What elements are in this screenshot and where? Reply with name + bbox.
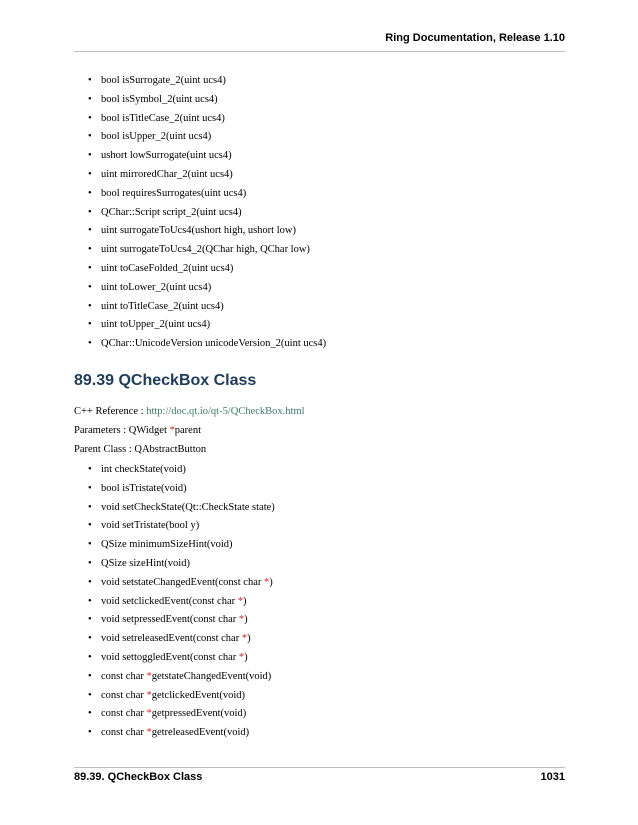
list-item: • void setTristate(bool y) bbox=[88, 517, 275, 536]
list-item: • void setreleasedEvent(const char *) bbox=[88, 630, 275, 649]
bullet: • bbox=[88, 168, 92, 180]
bullet: • bbox=[88, 501, 92, 513]
bullet: • bbox=[88, 633, 92, 645]
list-item: • const char *getpressedEvent(void) bbox=[88, 705, 275, 724]
bullet: • bbox=[88, 262, 92, 274]
list-item: • void setCheckState(Qt::CheckState state) bbox=[88, 499, 275, 518]
page-number: 1031 bbox=[540, 771, 565, 783]
bullet: • bbox=[88, 689, 92, 701]
bullet: • bbox=[88, 131, 92, 143]
list-item: • uint surrogateToUcs4(ushort high, ushort low) bbox=[88, 222, 326, 241]
list-item: • bool isSymbol_2(uint ucs4) bbox=[88, 91, 326, 110]
list-item: • bool isTitleCase_2(uint ucs4) bbox=[88, 110, 326, 129]
list-item: • QChar::UnicodeVersion unicodeVersion_2(uint ucs4) bbox=[88, 335, 326, 354]
list-item: • const char *getreleasedEvent(void) bbox=[88, 724, 275, 743]
section-heading: 89.39 QCheckBox Class bbox=[74, 372, 257, 389]
list-item: • QSize minimumSizeHint(void) bbox=[88, 536, 275, 555]
list-item: • void setstateChangedEvent(const char *) bbox=[88, 574, 275, 593]
list-item: • uint toUpper_2(uint ucs4) bbox=[88, 316, 326, 335]
cpp-reference-link[interactable]: http://doc.qt.io/qt-5/QCheckBox.html bbox=[146, 406, 305, 417]
bullet: • bbox=[88, 727, 92, 739]
list-item: • const char *getstateChangedEvent(void) bbox=[88, 668, 275, 687]
bullet: • bbox=[88, 319, 92, 331]
parameters: Parameters : QWidget *parent bbox=[74, 425, 202, 436]
bullet: • bbox=[88, 112, 92, 124]
bullet: • bbox=[88, 93, 92, 105]
list-item: • void settoggledEvent(const char *) bbox=[88, 649, 275, 668]
list-item: • QSize sizeHint(void) bbox=[88, 555, 275, 574]
bullet: • bbox=[88, 225, 92, 237]
running-header: Ring Documentation, Release 1.10 bbox=[385, 32, 565, 44]
footer-section: 89.39. QCheckBox Class bbox=[74, 771, 203, 783]
bullet: • bbox=[88, 576, 92, 588]
bullet: • bbox=[88, 464, 92, 475]
bullet: • bbox=[88, 187, 92, 199]
header-divider bbox=[74, 51, 565, 52]
method-list-qcheckbox bbox=[88, 461, 275, 743]
footer-divider bbox=[74, 767, 565, 768]
bullet: • bbox=[88, 708, 92, 720]
bullet: • bbox=[88, 539, 92, 551]
list-item: • uint toCaseFolded_2(uint ucs4) bbox=[88, 260, 326, 279]
bullet: • bbox=[88, 557, 92, 569]
cpp-reference bbox=[74, 406, 305, 417]
list-item: • bool isTristate(void) bbox=[88, 480, 275, 499]
list-item: • bool isSurrogate_2(uint ucs4) bbox=[88, 72, 326, 91]
bullet: • bbox=[88, 206, 92, 218]
list-item: • uint toLower_2(uint ucs4) bbox=[88, 279, 326, 298]
list-item: • int checkState(void) bbox=[88, 461, 275, 480]
bullet: • bbox=[88, 75, 92, 86]
list-item: • uint surrogateToUcs4_2(QChar high, QChar low) bbox=[88, 241, 326, 260]
list-item: • void setclickedEvent(const char *) bbox=[88, 593, 275, 612]
running-footer bbox=[74, 771, 565, 783]
bullet: • bbox=[88, 150, 92, 162]
list-item: • QChar::Script script_2(uint ucs4) bbox=[88, 204, 326, 223]
list-item: • bool isUpper_2(uint ucs4) bbox=[88, 128, 326, 147]
cpp-reference-label: C++ Reference : bbox=[74, 406, 147, 417]
bullet: • bbox=[88, 281, 92, 293]
bullet: • bbox=[88, 520, 92, 532]
list-item: • const char *getclickedEvent(void) bbox=[88, 687, 275, 706]
bullet: • bbox=[88, 482, 92, 494]
method-list-qchar bbox=[88, 72, 326, 354]
bullet: • bbox=[88, 244, 92, 256]
bullet: • bbox=[88, 338, 92, 350]
parent-class: Parent Class : QAbstractButton bbox=[74, 444, 207, 455]
list-item: • uint toTitleCase_2(uint ucs4) bbox=[88, 298, 326, 317]
list-item: • ushort lowSurrogate(uint ucs4) bbox=[88, 147, 326, 166]
bullet: • bbox=[88, 670, 92, 682]
list-item: • bool requiresSurrogates(uint ucs4) bbox=[88, 185, 326, 204]
bullet: • bbox=[88, 300, 92, 312]
bullet: • bbox=[88, 651, 92, 663]
list-item: • uint mirroredChar_2(uint ucs4) bbox=[88, 166, 326, 185]
bullet: • bbox=[88, 595, 92, 607]
list-item: • void setpressedEvent(const char *) bbox=[88, 611, 275, 630]
bullet: • bbox=[88, 614, 92, 626]
